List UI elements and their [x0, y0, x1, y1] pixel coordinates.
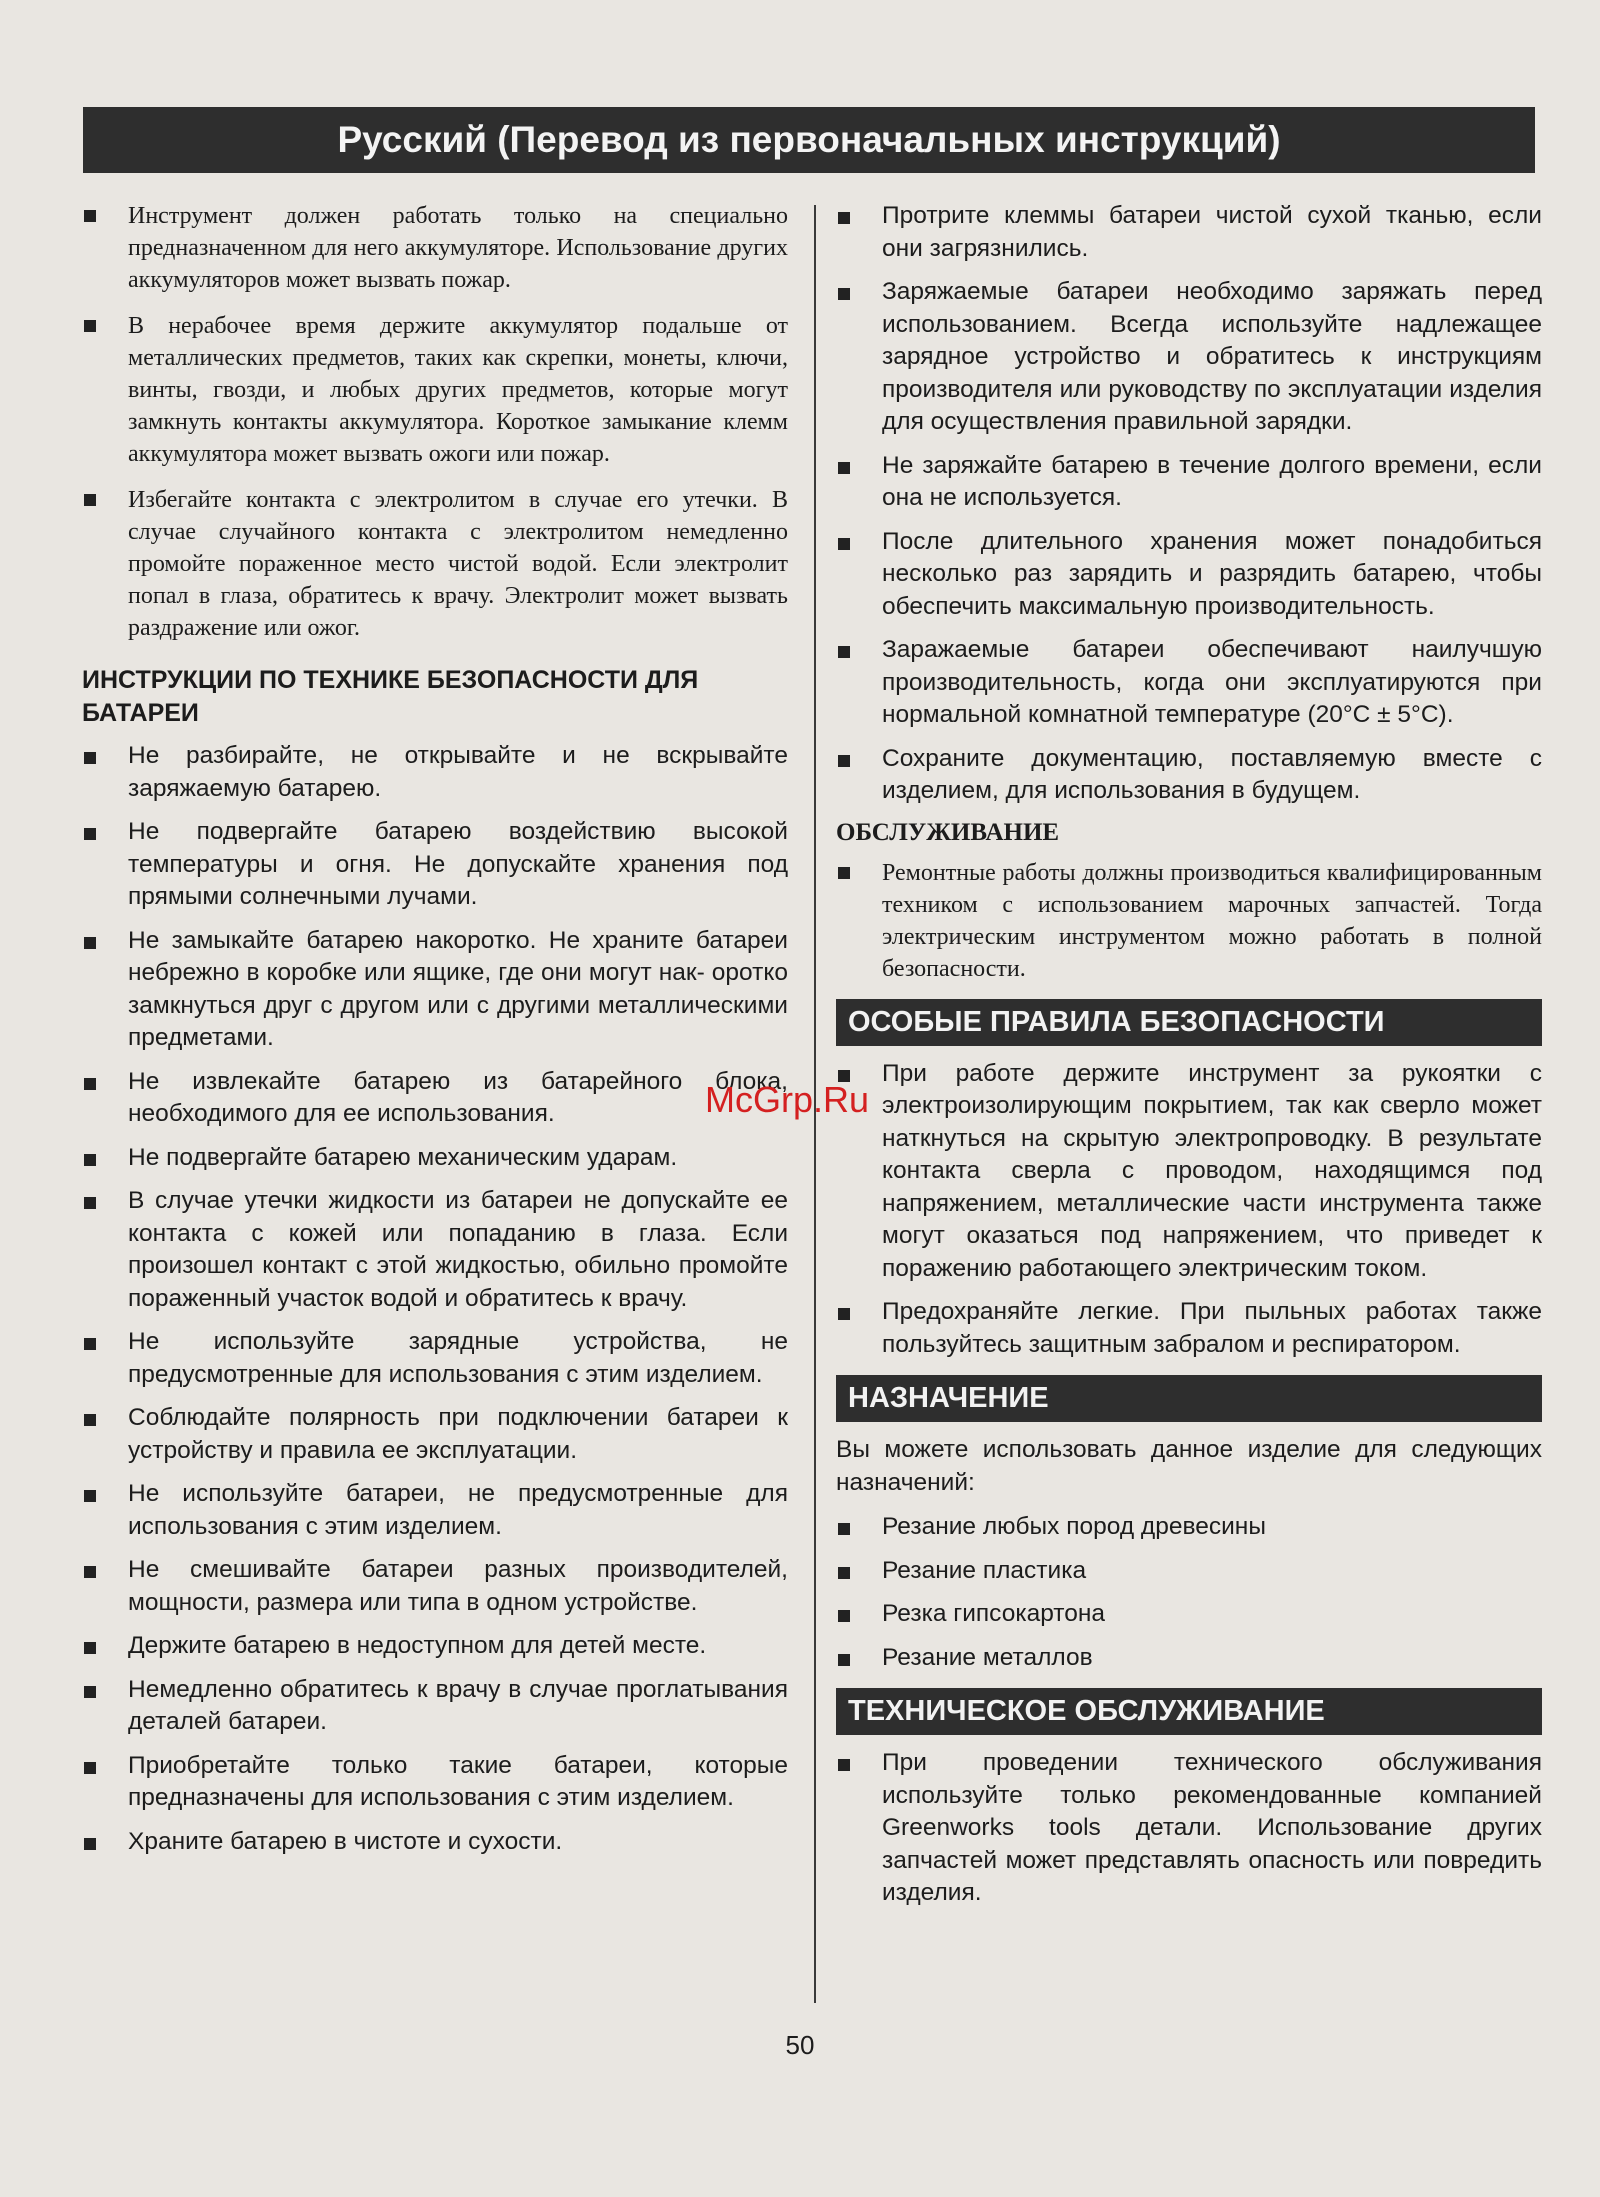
- bullet-square-icon: [84, 828, 96, 840]
- list-item: Предохраняйте легкие. При пыльных работах также пользуйтесь защитным забралом и респиратором.: [836, 1296, 1542, 1361]
- bullet-square-icon: [84, 1197, 96, 1209]
- list-item: Сохраните документацию, поставляемую вместе с изделием, для использования в будущем.: [836, 743, 1542, 808]
- list-item: Не подвергайте батарею механическим ударам.: [82, 1142, 788, 1175]
- bullet-square-icon: [84, 752, 96, 764]
- list-item: Резка гипсокартона: [836, 1598, 1542, 1631]
- bullet-square-icon: [84, 320, 96, 332]
- page-number: 50: [785, 2030, 815, 2060]
- special-safety-list: [836, 1058, 1542, 1362]
- bullet-square-icon: [838, 212, 850, 224]
- list-item: Храните батарею в чистоте и сухости.: [82, 1826, 788, 1859]
- list-item: Заряжаемые батареи необходимо заряжать перед использованием. Всегда используйте надлежащее зарядное устройство и обратитесь к инструкциям производителя или руководству по эксплуатации изделия для осуществления правильной зарядки.: [836, 276, 1542, 439]
- service-list: [836, 857, 1542, 985]
- list-item: Не используйте батареи, не предусмотренные для использования с этим изделием.: [82, 1478, 788, 1543]
- bullet-square-icon: [84, 1686, 96, 1698]
- bullet-square-icon: [84, 1642, 96, 1654]
- list-item: Приобретайте только такие батареи, которые предназначены для использования с этим изделием.: [82, 1750, 788, 1815]
- bullet-square-icon: [838, 288, 850, 300]
- battery-safety-heading: ИНСТРУКЦИИ ПО ТЕХНИКЕ БЕЗОПАСНОСТИ ДЛЯ БАТАРЕИ: [82, 666, 699, 727]
- maintenance-heading: ТЕХНИЧЕСКОЕ ОБСЛУЖИВАНИЕ: [836, 1688, 1542, 1735]
- bullet-square-icon: [84, 1338, 96, 1350]
- list-item: При работе держите инструмент за рукоятки с электроизолирующим покрытием, так как сверло может наткнуться на скрытую электропроводку. В результате контакта сверла с проводом, находящимся под напряжением, металлические части инструмента также могут оказаться под напряжением, что приведет к поражению работающего электрическим током.: [836, 1058, 1542, 1286]
- list-item: Не извлекайте батарею из батарейного блока, необходимого для ее использования.: [82, 1066, 788, 1131]
- bullet-square-icon: [838, 1759, 850, 1771]
- list-item: Ремонтные работы должны производиться квалифицированным техником с использованием марочных запчастей. Тогда электрическим инструментом можно работать в полной безопасности.: [836, 857, 1542, 985]
- bullet-square-icon: [84, 494, 96, 506]
- special-safety-heading: ОСОБЫЕ ПРАВИЛА БЕЗОПАСНОСТИ: [836, 999, 1542, 1046]
- maintenance-list: [836, 1747, 1542, 1910]
- bullet-square-icon: [838, 1567, 850, 1579]
- list-item: Заражаемые батареи обеспечивают наилучшую производительность, когда они эксплуатируются при нормальной комнатной температуре (20°C ± 5°C).: [836, 634, 1542, 732]
- list-item: Не смешивайте батареи разных производителей, мощности, размера или типа в одном устройстве.: [82, 1554, 788, 1619]
- list-item: Не подвергайте батарею воздействию высокой температуры и огня. Не допускайте хранения под прямыми солнечными лучами.: [82, 816, 788, 914]
- list-item: Резание любых пород древесины: [836, 1511, 1542, 1544]
- bullet-square-icon: [838, 867, 850, 879]
- list-item: Не используйте зарядные устройства, не предусмотренные для использования с этим изделием.: [82, 1326, 788, 1391]
- bullet-square-icon: [838, 1654, 850, 1666]
- purpose-heading: НАЗНАЧЕНИЕ: [836, 1375, 1542, 1422]
- left-column: [82, 200, 788, 1869]
- list-item: Не разбирайте, не открывайте и не вскрывайте заряжаемую батарею.: [82, 740, 788, 805]
- battery-care-list: [836, 200, 1542, 808]
- bullet-square-icon: [838, 538, 850, 550]
- bullet-square-icon: [838, 1610, 850, 1622]
- purpose-list: [836, 1511, 1542, 1674]
- bullet-square-icon: [84, 1838, 96, 1850]
- bullet-square-icon: [84, 1762, 96, 1774]
- watermark: McGrp.Ru: [705, 1079, 870, 1120]
- bullet-square-icon: [838, 1523, 850, 1535]
- bullet-square-icon: [84, 1566, 96, 1578]
- bullet-square-icon: [838, 462, 850, 474]
- list-item: Протрите клеммы батареи чистой сухой тканью, если они загрязнились.: [836, 200, 1542, 265]
- list-item: В случае утечки жидкости из батареи не допускайте ее контакта с кожей или попаданию в глаза. Если произошел контакт с этой жидкостью, обильно промойте пораженный участок водой и обратитесь к врачу.: [82, 1185, 788, 1315]
- list-item: Резание пластика: [836, 1555, 1542, 1588]
- purpose-intro: Вы можете использовать данное изделие для следующих назначений:: [836, 1436, 1542, 1496]
- list-item: В нерабочее время держите аккумулятор подальше от металлических предметов, таких как скрепки, монеты, ключи, винты, гвозди, и любых других предметов, которые могут замкнуть контакты аккумулятора. Короткое замыкание клемм аккумулятора может вызвать ожоги или пожар.: [82, 310, 788, 470]
- bullet-square-icon: [84, 1414, 96, 1426]
- intro-list: [82, 200, 788, 644]
- list-item: Не заряжайте батарею в течение долгого времени, если она не используется.: [836, 450, 1542, 515]
- list-item: После длительного хранения может понадобиться несколько раз зарядить и разрядить батарею, чтобы обеспечить максимальную производительность.: [836, 526, 1542, 624]
- list-item: Инструмент должен работать только на специально предназначенном для него аккумуляторе. Использование других аккумуляторов может вызвать пожар.: [82, 200, 788, 296]
- page-title: Русский (Перевод из первоначальных инструкций): [83, 107, 1535, 173]
- service-heading: ОБСЛУЖИВАНИЕ: [836, 818, 1060, 846]
- bullet-square-icon: [84, 1078, 96, 1090]
- bullet-square-icon: [838, 1308, 850, 1320]
- bullet-square-icon: [838, 646, 850, 658]
- list-item: Избегайте контакта с электролитом в случае его утечки. В случае случайного контакта с электролитом немедленно промойте пораженное место чистой водой. Если электролит попал в глаза, обратитесь к врачу. Электролит может вызвать раздражение или ожог.: [82, 484, 788, 644]
- list-item: Не замыкайте батарею накоротко. Не храните батареи небрежно в коробке или ящике, где они могут нак- оротко замкнуться друг с другом или с другими металлическими предметами.: [82, 925, 788, 1055]
- list-item: Держите батарею в недоступном для детей месте.: [82, 1630, 788, 1663]
- list-item: При проведении технического обслуживания используйте только рекомендованные компанией Greenworks tools детали. Использование других запчастей может представлять опасность или повредить изделия.: [836, 1747, 1542, 1910]
- bullet-square-icon: [84, 937, 96, 949]
- bullet-square-icon: [84, 1490, 96, 1502]
- battery-safety-list: [82, 740, 788, 1858]
- bullet-square-icon: [84, 210, 96, 222]
- list-item: Резание металлов: [836, 1642, 1542, 1675]
- right-column: [836, 200, 1542, 1921]
- list-item: Немедленно обратитесь к врачу в случае проглатывания деталей батареи.: [82, 1674, 788, 1739]
- list-item: Соблюдайте полярность при подключении батареи к устройству и правила ее эксплуатации.: [82, 1402, 788, 1467]
- bullet-square-icon: [838, 755, 850, 767]
- bullet-square-icon: [84, 1154, 96, 1166]
